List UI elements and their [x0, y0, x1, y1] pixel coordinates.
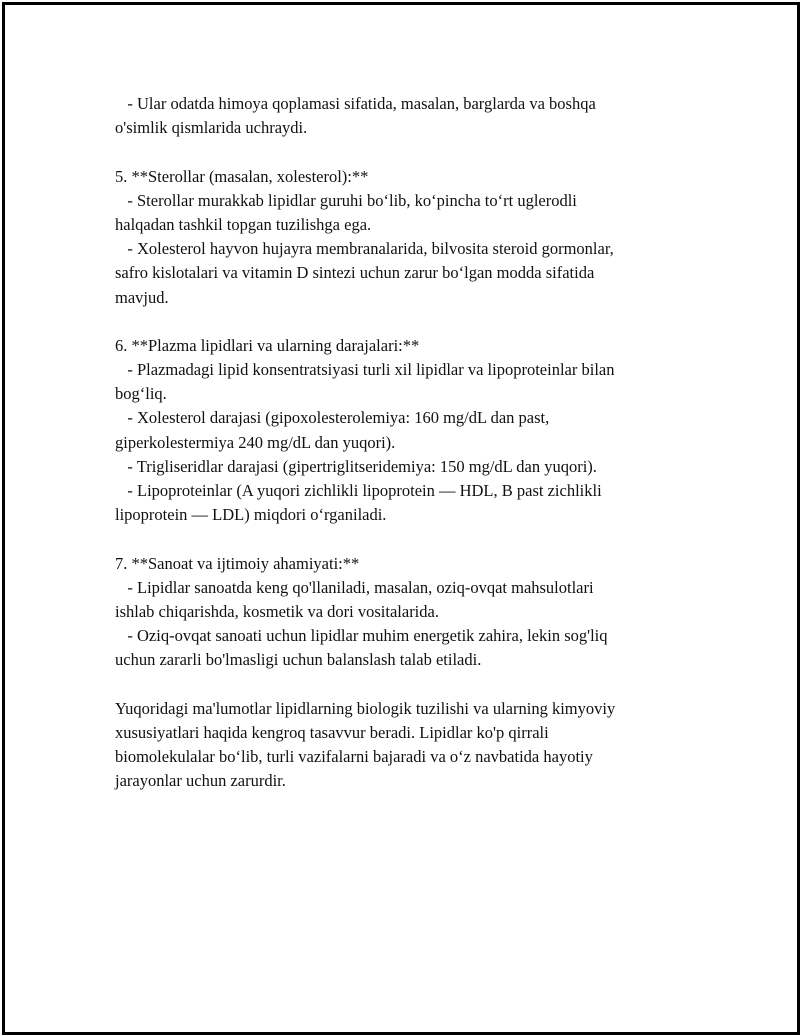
text-line: - Xolesterol darajasi (gipoxolesterolemiya: 160 mg/dL dan past,: [115, 408, 550, 428]
blank-line: [115, 527, 700, 551]
text-line: - Xolesterol hayvon hujayra membranalarida, bilvosita steroid gormonlar,: [115, 239, 614, 259]
text-line: - Lipidlar sanoatda keng qo'llaniladi, masalan, oziq-ovqat mahsulotlari: [115, 577, 594, 597]
text-line: - Trigliseridlar darajasi (gipertriglitseridemiya: 150 mg/dL dan yuqori).: [115, 456, 597, 476]
conclusion-line: Yuqoridagi ma'lumotlar lipidlarning biologik tuzilishi va ularning kimyoviy: [115, 698, 616, 718]
text-line: lipoprotein — LDL) miqdori o‘rganiladi.: [115, 505, 387, 525]
blank-line: [115, 140, 700, 164]
conclusion-line: xususiyatlari haqida kengroq tasavvur beradi. Lipidlar ko'p qirrali: [115, 722, 549, 742]
text-line: - Plazmadagi lipid konsentratsiyasi turli xil lipidlar va lipoproteinlar bilan: [115, 360, 615, 380]
section-heading-industry: 7. **Sanoat va ijtimoiy ahamiyati:**: [115, 553, 360, 573]
blank-line: [115, 310, 700, 334]
text-line: - Oziq-ovqat sanoati uchun lipidlar muhim energetik zahira, lekin sog'liq: [115, 626, 608, 646]
text-line: uchun zararli bo'lmasligi uchun balanslash talab etiladi.: [115, 650, 482, 670]
conclusion-line: biomolekulalar bo‘lib, turli vazifalarni bajaradi va o‘z navbatida hayotiy: [115, 747, 593, 767]
text-line: halqadan tashkil topgan tuzilishga ega.: [115, 214, 372, 234]
text-line: safro kislotalari va vitamin D sintezi uchun zarur bo‘lgan modda sifatida: [115, 263, 595, 283]
text-line: giperkolestermiya 240 mg/dL dan yuqori).: [115, 432, 396, 452]
text-line: o'simlik qismlarida uchraydi.: [115, 118, 308, 138]
conclusion-line: jarayonlar uchun zarurdir.: [115, 771, 286, 791]
section-heading-sterols: 5. **Sterollar (masalan, xolesterol):**: [115, 166, 369, 186]
text-line: - Lipoproteinlar (A yuqori zichlikli lipoprotein — HDL, B past zichlikli: [115, 481, 602, 500]
text-line: - Ular odatda himoya qoplamasi sifatida, masalan, barglarda va boshqa: [115, 94, 596, 113]
document-body: [115, 92, 700, 793]
text-line: ishlab chiqarishda, kosmetik va dori vositalarida.: [115, 601, 439, 621]
blank-line: [115, 673, 700, 697]
section-heading-plasma-lipids: 6. **Plazma lipidlari va ularning darajalari:**: [115, 335, 420, 355]
text-line: bog‘liq.: [115, 384, 167, 404]
text-line: - Sterollar murakkab lipidlar guruhi bo‘lib, ko‘pincha to‘rt uglerodli: [115, 190, 577, 210]
text-line: mavjud.: [115, 287, 169, 307]
